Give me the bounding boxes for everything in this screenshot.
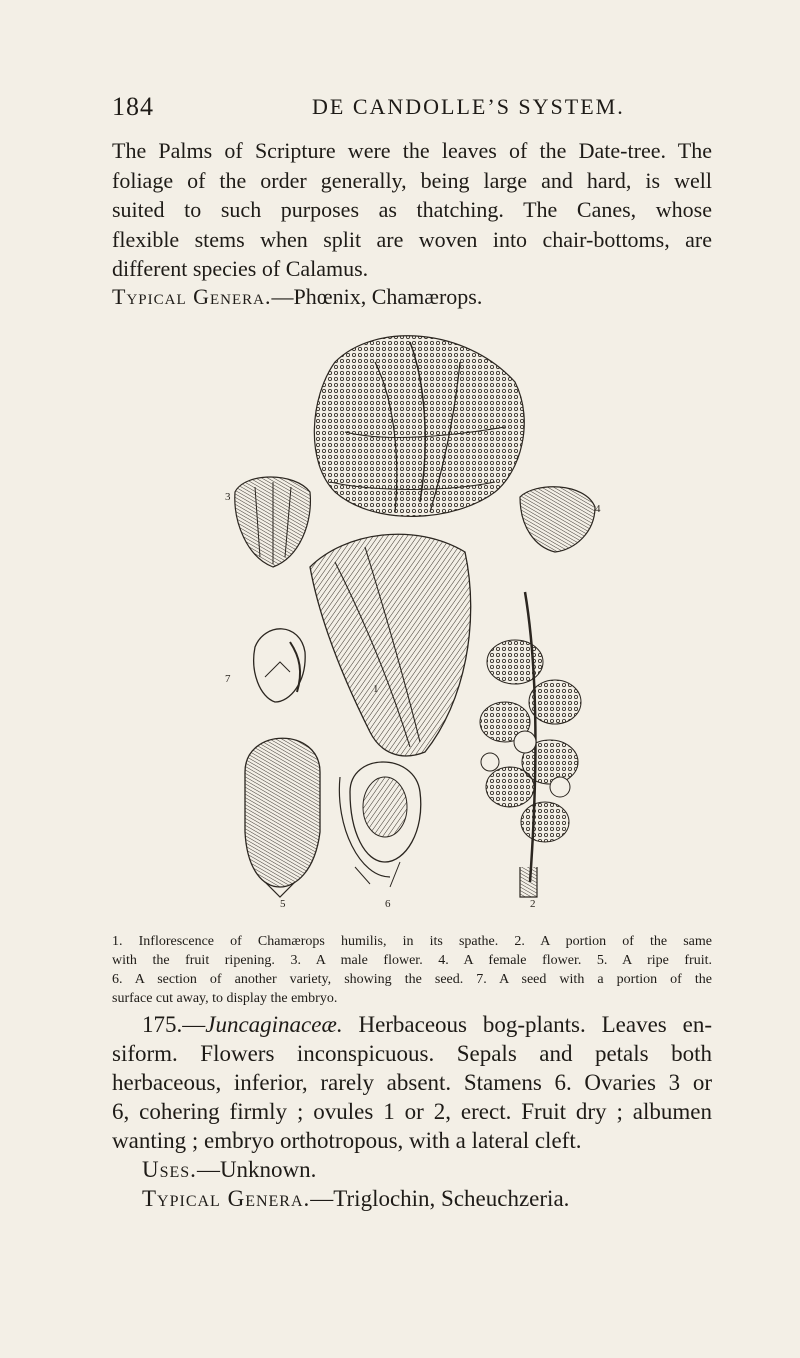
uses-line	[112, 1155, 712, 1184]
typical-genera-palms	[112, 284, 482, 310]
figure-label-2: 2	[530, 898, 536, 910]
ripe-fruit	[245, 738, 320, 897]
text-line: suited to such purposes as thatching. The Canes, whose	[112, 197, 712, 222]
text-fragment: Herbaceous bog-plants. Leaves en-	[342, 1012, 712, 1037]
running-head: DE CANDOLLE’S SYSTEM.	[312, 94, 625, 119]
text-line: foliage of the order generally, being large and hard, is well	[112, 167, 712, 193]
female-flower	[520, 487, 595, 552]
section-number: 175.—	[142, 1012, 206, 1037]
figure-caption	[112, 932, 712, 1008]
text-line: different species of Calamus.	[112, 256, 369, 281]
caption-line: 1. Inflorescence of Chamærops humilis, in its spathe. 2. A portion of the same	[112, 934, 712, 949]
text-line: The Palms of Scripture were the leaves of the Date-tree. The	[112, 138, 712, 163]
text-line: herbaceous, inferior, rarely absent. Stamens 6. Ovaries 3 or	[112, 1070, 712, 1095]
page-number: 184	[112, 92, 154, 121]
inflorescence-cluster	[314, 336, 524, 517]
uses-label: Uses.	[142, 1157, 197, 1182]
botanical-illustration	[225, 322, 605, 912]
seed-embryo	[254, 629, 305, 702]
page-header	[112, 92, 692, 132]
family-name: Juncaginaceæ.	[205, 1012, 343, 1037]
male-flower	[235, 477, 311, 567]
uses-text: —Unknown.	[196, 1157, 317, 1182]
text-line	[112, 1010, 712, 1039]
figure-label-3: 3	[225, 491, 231, 503]
typical-genera-label: Typical Genera.	[142, 1186, 311, 1211]
text-line: flexible stems when split are woven into chair-bottoms, are	[112, 226, 712, 252]
text-line: wanting ; embryo orthotropous, with a lateral cleft.	[112, 1128, 582, 1153]
text-line: siform. Flowers inconspicuous. Sepals and petals both	[112, 1041, 712, 1066]
typical-genera-text: —Phœnix, Chamærops.	[271, 284, 483, 309]
figure-label-6: 6	[385, 898, 391, 910]
fruiting-branch	[480, 592, 581, 897]
caption-line: 6. A section of another variety, showing the seed. 7. A seed with a portion of the	[112, 972, 712, 987]
caption-line: with the fruit ripening. 3. A male flower. 4. A female flower. 5. A ripe fruit.	[112, 953, 712, 968]
caption-line: surface cut away, to display the embryo.	[112, 991, 338, 1006]
text-line: 6, cohering firmly ; ovules 1 or 2, erect. Fruit dry ; albumen	[112, 1099, 712, 1124]
typical-genera-label: Typical Genera.	[112, 284, 272, 309]
spathe	[310, 534, 471, 756]
chamaerops-engraving	[225, 322, 605, 912]
typical-genera-line	[112, 1184, 712, 1213]
fruit-section	[339, 762, 420, 887]
typical-genera-text: —Triglochin, Scheuchzeria.	[310, 1186, 570, 1211]
figure-label-1: 1	[373, 683, 379, 695]
palms-paragraph	[112, 136, 712, 284]
juncaginaceae-paragraph	[112, 1010, 712, 1213]
figure-label-7: 7	[225, 673, 231, 685]
figure-label-4: 4	[595, 503, 601, 515]
figure-label-5: 5	[280, 898, 286, 910]
